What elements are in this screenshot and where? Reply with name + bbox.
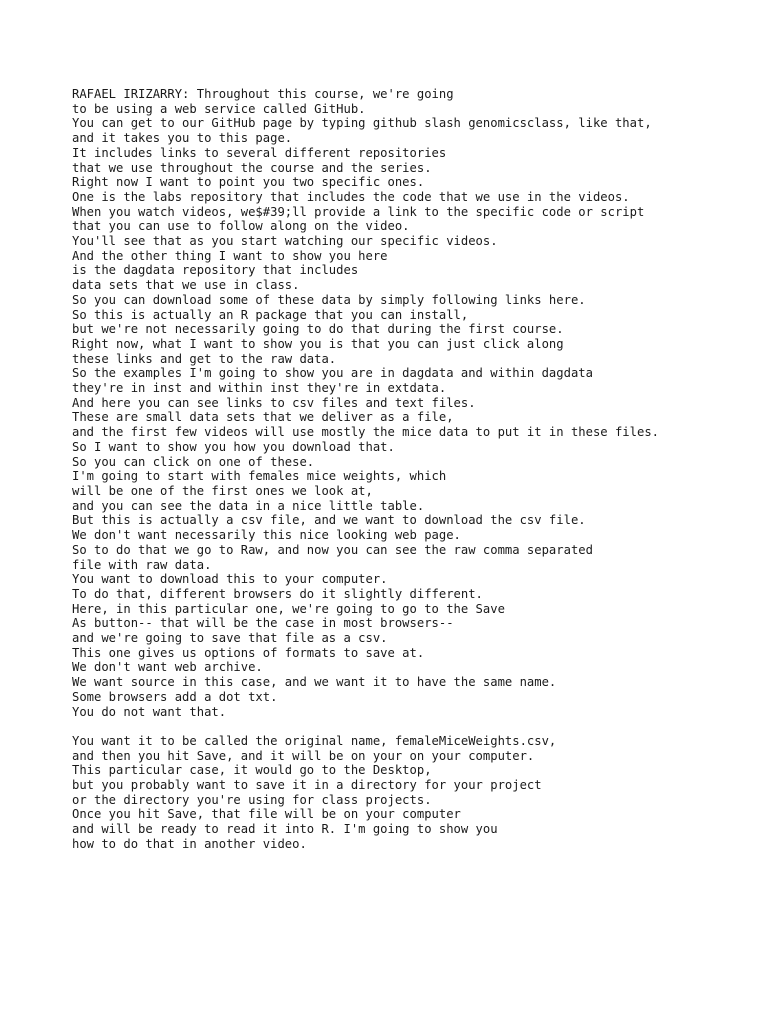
transcript-line: You'll see that as you start watching our specific videos.: [72, 234, 498, 249]
transcript-line: data sets that we use in class.: [72, 278, 300, 293]
transcript-line: but we're not necessarily going to do that during the first course.: [72, 322, 564, 337]
transcript-line: or the directory you're using for class projects.: [72, 792, 432, 807]
transcript-line: but you probably want to save it in a directory for your project: [72, 778, 542, 793]
transcript-line: Some browsers add a dot txt.: [72, 689, 278, 704]
transcript-line: is the dagdata repository that includes: [72, 263, 359, 278]
transcript-line: So the examples I'm going to show you are in dagdata and within dagdata: [72, 366, 593, 381]
transcript-line: As button-- that will be the case in most browsers--: [72, 616, 454, 631]
transcript-line: will be one of the first ones we look at,: [72, 483, 373, 498]
transcript-line: When you watch videos, we$#39;ll provide a link to the specific code or script: [72, 204, 645, 219]
transcript-line: You do not want that.: [72, 704, 227, 719]
document-page: [72, 87, 752, 852]
transcript-line: Once you hit Save, that file will be on your computer: [72, 807, 461, 822]
transcript-line: It includes links to several different repositories: [72, 145, 447, 160]
transcript-paragraph: [72, 734, 752, 852]
transcript-line: One is the labs repository that includes the code that we use in the videos.: [72, 189, 630, 204]
transcript-line: that you can use to follow along on the video.: [72, 219, 410, 234]
transcript-line: So to do that we go to Raw, and now you can see the raw comma separated: [72, 542, 593, 557]
transcript-line: And the other thing I want to show you here: [72, 248, 388, 263]
transcript-line: and we're going to save that file as a csv.: [72, 631, 388, 646]
transcript-line: So you can click on one of these.: [72, 454, 315, 469]
transcript-line: and you can see the data in a nice little table.: [72, 498, 425, 513]
transcript-line: So I want to show you how you download that.: [72, 439, 395, 454]
transcript-line: This particular case, it would go to the Desktop,: [72, 763, 432, 778]
transcript-line: And here you can see links to csv files and text files.: [72, 395, 476, 410]
transcript-line: You want to download this to your computer.: [72, 572, 388, 587]
transcript-line: You want it to be called the original name, femaleMiceWeights.csv,: [72, 733, 557, 748]
transcript-line: they're in inst and within inst they're in extdata.: [72, 381, 447, 396]
transcript-line: and it takes you to this page.: [72, 131, 293, 146]
transcript-line: these links and get to the raw data.: [72, 351, 337, 366]
transcript-line: I'm going to start with females mice weights, which: [72, 469, 447, 484]
transcript-line: This one gives us options of formats to save at.: [72, 645, 425, 660]
transcript-paragraph: [72, 87, 752, 719]
transcript-line: RAFAEL IRIZARRY: Throughout this course, we're going: [72, 87, 454, 101]
transcript-line: that we use throughout the course and the series.: [72, 160, 432, 175]
transcript-line: Here, in this particular one, we're going to go to the Save: [72, 601, 505, 616]
transcript-line: So this is actually an R package that you can install,: [72, 307, 469, 322]
transcript-line: how to do that in another video.: [72, 836, 307, 851]
transcript-line: To do that, different browsers do it slightly different.: [72, 586, 483, 601]
transcript-line: These are small data sets that we deliver as a file,: [72, 410, 454, 425]
transcript-line: and the first few videos will use mostly the mice data to put it in these files.: [72, 425, 659, 440]
transcript-line: We don't want necessarily this nice looking web page.: [72, 528, 461, 543]
transcript-body: [72, 87, 752, 852]
transcript-line: You can get to our GitHub page by typing github slash genomicsclass, like that,: [72, 116, 652, 131]
transcript-line: But this is actually a csv file, and we want to download the csv file.: [72, 513, 586, 528]
transcript-line: We want source in this case, and we want it to have the same name.: [72, 675, 557, 690]
transcript-line: We don't want web archive.: [72, 660, 263, 675]
transcript-line: to be using a web service called GitHub.: [72, 101, 366, 116]
transcript-line: Right now I want to point you two specific ones.: [72, 175, 425, 190]
transcript-line: So you can download some of these data by simply following links here.: [72, 292, 586, 307]
transcript-line: file with raw data.: [72, 557, 212, 572]
transcript-line: Right now, what I want to show you is that you can just click along: [72, 336, 564, 351]
transcript-line: and then you hit Save, and it will be on your on your computer.: [72, 748, 535, 763]
transcript-line: and will be ready to read it into R. I'm going to show you: [72, 822, 498, 837]
